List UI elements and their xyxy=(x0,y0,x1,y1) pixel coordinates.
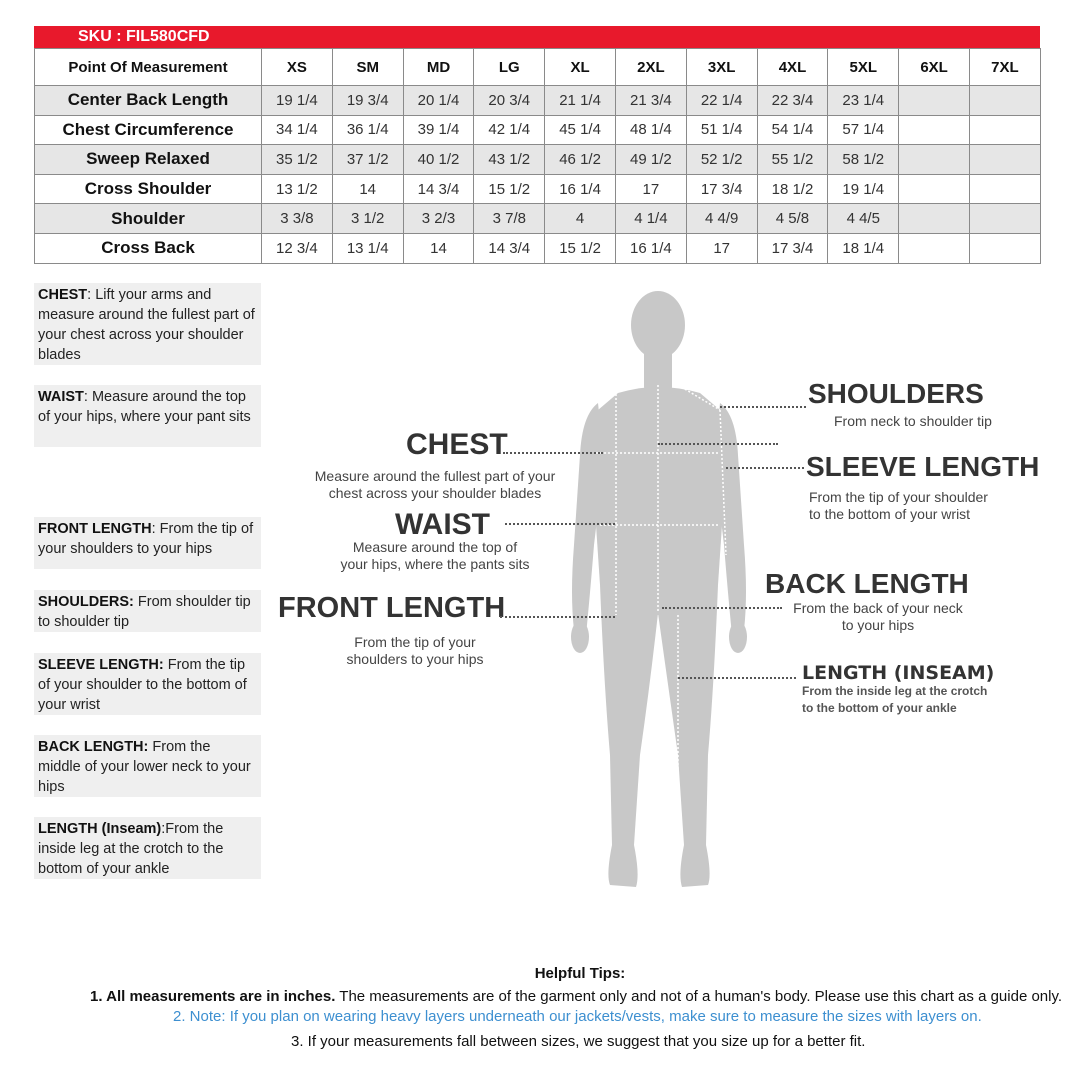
header-cell: 3XL xyxy=(686,49,757,86)
measurement-value xyxy=(899,145,970,175)
waist-leader xyxy=(505,523,615,525)
definition-sleeve-length xyxy=(34,653,261,715)
table-row xyxy=(35,204,1041,234)
header-cell: LG xyxy=(474,49,545,86)
definition-shoulders xyxy=(34,590,261,632)
definition-term: BACK LENGTH: xyxy=(38,739,149,755)
header-cell: SM xyxy=(332,49,403,86)
table-row xyxy=(35,174,1041,204)
definition-waist xyxy=(34,385,261,447)
measurement-value xyxy=(969,204,1040,234)
measurement-value: 46 1/2 xyxy=(545,145,616,175)
measurement-value xyxy=(899,174,970,204)
measurement-value: 54 1/4 xyxy=(757,115,828,145)
sleeve-length-desc-line1: From the tip of your shoulder xyxy=(809,489,988,505)
measurement-value: 40 1/2 xyxy=(403,145,474,175)
measurement-value xyxy=(969,174,1040,204)
measurement-value: 14 3/4 xyxy=(474,233,545,263)
sleeve-length-desc xyxy=(809,489,988,523)
table-header-row xyxy=(35,49,1041,86)
inseam-desc-line2: to the bottom of your ankle xyxy=(802,701,957,715)
table-body xyxy=(35,86,1041,264)
measurement-value: 19 3/4 xyxy=(332,86,403,116)
measurement-value xyxy=(899,86,970,116)
sku-bar xyxy=(34,26,1040,48)
measurement-value xyxy=(899,233,970,263)
tip-1-text: The measurements are of the garment only and not of a human's body. Please use this chart as a guide only. xyxy=(339,988,1063,1005)
tip-1 xyxy=(90,988,1062,1005)
sleeve-length-title: SLEEVE LENGTH xyxy=(806,451,1040,482)
measurement-value xyxy=(899,115,970,145)
measurement-value: 13 1/2 xyxy=(262,174,333,204)
header-cell: 6XL xyxy=(899,49,970,86)
inseam-desc xyxy=(802,683,987,717)
measurement-value: 20 3/4 xyxy=(474,86,545,116)
measurement-value: 51 1/4 xyxy=(686,115,757,145)
header-cell: MD xyxy=(403,49,474,86)
measurement-label: Cross Back xyxy=(35,233,262,263)
measurement-value: 14 xyxy=(332,174,403,204)
definition-text: : Lift your arms and measure around the fullest part of your chest across your shoulder blades xyxy=(38,287,255,363)
definition-term: CHEST xyxy=(38,287,88,303)
measurement-value: 3 7/8 xyxy=(474,204,545,234)
back-length-desc-line1: From the back of your neck xyxy=(793,600,963,616)
measurement-value: 17 3/4 xyxy=(686,174,757,204)
shoulders-desc: From neck to shoulder tip xyxy=(834,413,992,429)
chest-desc-line1: Measure around the fullest part of your xyxy=(314,468,556,484)
table-row xyxy=(35,233,1041,263)
definition-term: LENGTH (Inseam) xyxy=(38,821,162,837)
sleeve-leader-inner xyxy=(658,443,778,445)
inseam-leader xyxy=(678,677,796,679)
front-length-desc xyxy=(320,634,510,668)
sleeve-length-desc-line2: to the bottom of your wrist xyxy=(809,506,971,522)
measurement-value: 12 3/4 xyxy=(262,233,333,263)
front-length-title: FRONT LENGTH xyxy=(278,592,506,624)
header-cell: 5XL xyxy=(828,49,899,86)
chest-leader xyxy=(503,452,603,454)
measurement-value: 4 xyxy=(545,204,616,234)
back-length-title: BACK LENGTH xyxy=(765,568,969,599)
header-cell: XS xyxy=(262,49,333,86)
inseam-title: LENGTH (INSEAM) xyxy=(802,662,995,684)
definition-text: : From the tip of your shoulders to your hips xyxy=(38,521,254,557)
measurement-value: 3 2/3 xyxy=(403,204,474,234)
sleeve-length-leader xyxy=(726,467,804,469)
measurement-value xyxy=(969,115,1040,145)
measurement-value: 22 1/4 xyxy=(686,86,757,116)
shoulders-title: SHOULDERS xyxy=(808,378,984,409)
table-row xyxy=(35,115,1041,145)
measurement-value: 34 1/4 xyxy=(262,115,333,145)
measurement-value: 17 3/4 xyxy=(757,233,828,263)
measurement-value xyxy=(969,145,1040,175)
sku-label: SKU : FIL580CFD xyxy=(78,28,210,45)
waist-desc xyxy=(330,539,540,573)
definition-term: WAIST xyxy=(38,389,84,405)
measurement-value: 57 1/4 xyxy=(828,115,899,145)
measurement-value: 36 1/4 xyxy=(332,115,403,145)
measurement-value: 16 1/4 xyxy=(545,174,616,204)
tip-2: 2. Note: If you plan on wearing heavy layers underneath our jackets/vests, make sure to measure the sizes with layers on. xyxy=(173,1008,982,1025)
back-length-leader xyxy=(662,607,782,609)
measurement-value: 17 xyxy=(615,174,686,204)
measurement-value: 48 1/4 xyxy=(615,115,686,145)
measurement-value: 19 1/4 xyxy=(262,86,333,116)
measurement-value xyxy=(969,86,1040,116)
measurement-value xyxy=(969,233,1040,263)
header-cell: XL xyxy=(545,49,616,86)
measurement-value: 15 1/2 xyxy=(474,174,545,204)
definition-term: SLEEVE LENGTH: xyxy=(38,657,164,673)
measurement-label: Sweep Relaxed xyxy=(35,145,262,175)
tip-1-bold: 1. All measurements are in inches. xyxy=(90,988,336,1005)
tips-title: Helpful Tips: xyxy=(534,965,626,982)
measurement-value: 17 xyxy=(686,233,757,263)
waist-desc-line2: your hips, where the pants sits xyxy=(340,556,530,572)
definition-term: SHOULDERS: xyxy=(38,594,134,610)
measurement-value: 16 1/4 xyxy=(615,233,686,263)
measurement-value: 14 3/4 xyxy=(403,174,474,204)
measurement-value: 15 1/2 xyxy=(545,233,616,263)
measurement-value: 22 3/4 xyxy=(757,86,828,116)
measurement-value: 39 1/4 xyxy=(403,115,474,145)
definition-chest xyxy=(34,283,261,365)
header-cell: 4XL xyxy=(757,49,828,86)
back-length-desc xyxy=(786,600,970,634)
definition-text: From the tip of your shoulder to the bottom of your wrist xyxy=(38,657,247,713)
measurement-value: 4 4/9 xyxy=(686,204,757,234)
measurement-value: 23 1/4 xyxy=(828,86,899,116)
front-length-desc-line1: From the tip of your xyxy=(354,634,476,650)
waist-desc-line1: Measure around the top of xyxy=(352,539,518,555)
waist-title: WAIST xyxy=(395,508,490,541)
measurement-value: 55 1/2 xyxy=(757,145,828,175)
inseam-desc-line1: From the inside leg at the crotch xyxy=(802,684,988,698)
measurement-value: 21 1/4 xyxy=(545,86,616,116)
front-length-desc-line2: shoulders to your hips xyxy=(346,651,484,667)
header-cell: 7XL xyxy=(969,49,1040,86)
front-length-leader xyxy=(500,616,615,618)
table-row xyxy=(35,145,1041,175)
measurement-value: 4 1/4 xyxy=(615,204,686,234)
measurement-label: Cross Shoulder xyxy=(35,174,262,204)
back-length-desc-line2: to your hips xyxy=(841,617,915,633)
definition-text: : Measure around the top of your hips, where your pant sits xyxy=(38,389,251,425)
definition-text: From shoulder tip to shoulder tip xyxy=(38,594,251,630)
measurement-value: 14 xyxy=(403,233,474,263)
measurement-value: 3 3/8 xyxy=(262,204,333,234)
measurement-value: 18 1/4 xyxy=(828,233,899,263)
measurement-label: Shoulder xyxy=(35,204,262,234)
header-cell: 2XL xyxy=(615,49,686,86)
body-silhouette xyxy=(560,285,760,895)
chest-desc-line2: chest across your shoulder blades xyxy=(328,485,542,501)
measurement-value: 58 1/2 xyxy=(828,145,899,175)
measurement-value: 37 1/2 xyxy=(332,145,403,175)
measurement-value: 21 3/4 xyxy=(615,86,686,116)
measurement-value: 42 1/4 xyxy=(474,115,545,145)
definition-term: FRONT LENGTH xyxy=(38,521,152,537)
measurement-value: 43 1/2 xyxy=(474,145,545,175)
tip-3: 3. If your measurements fall between sizes, we suggest that you size up for a better fit. xyxy=(291,1033,866,1050)
table-row xyxy=(35,86,1041,116)
chest-desc xyxy=(310,468,560,502)
measurement-value: 18 1/2 xyxy=(757,174,828,204)
measurement-value: 13 1/4 xyxy=(332,233,403,263)
definition-text: :From the inside leg at the crotch to the bottom of your ankle xyxy=(38,821,224,877)
header-cell: Point Of Measurement xyxy=(35,49,262,86)
measurement-value: 4 4/5 xyxy=(828,204,899,234)
measurement-value: 35 1/2 xyxy=(262,145,333,175)
measurement-label: Chest Circumference xyxy=(35,115,262,145)
measurement-value xyxy=(899,204,970,234)
definition-back-length xyxy=(34,735,261,797)
measurement-value: 3 1/2 xyxy=(332,204,403,234)
measurement-value: 4 5/8 xyxy=(757,204,828,234)
measurement-value: 19 1/4 xyxy=(828,174,899,204)
measurement-value: 52 1/2 xyxy=(686,145,757,175)
measurement-value: 49 1/2 xyxy=(615,145,686,175)
definition-text: From the middle of your lower neck to your hips xyxy=(38,739,251,795)
measurement-label: Center Back Length xyxy=(35,86,262,116)
definition-front-length xyxy=(34,517,261,569)
size-chart-table xyxy=(34,48,1041,264)
measurement-value: 45 1/4 xyxy=(545,115,616,145)
chest-title: CHEST xyxy=(406,428,508,461)
measurement-value: 20 1/4 xyxy=(403,86,474,116)
shoulders-leader xyxy=(720,406,806,408)
definition-inseam xyxy=(34,817,261,879)
